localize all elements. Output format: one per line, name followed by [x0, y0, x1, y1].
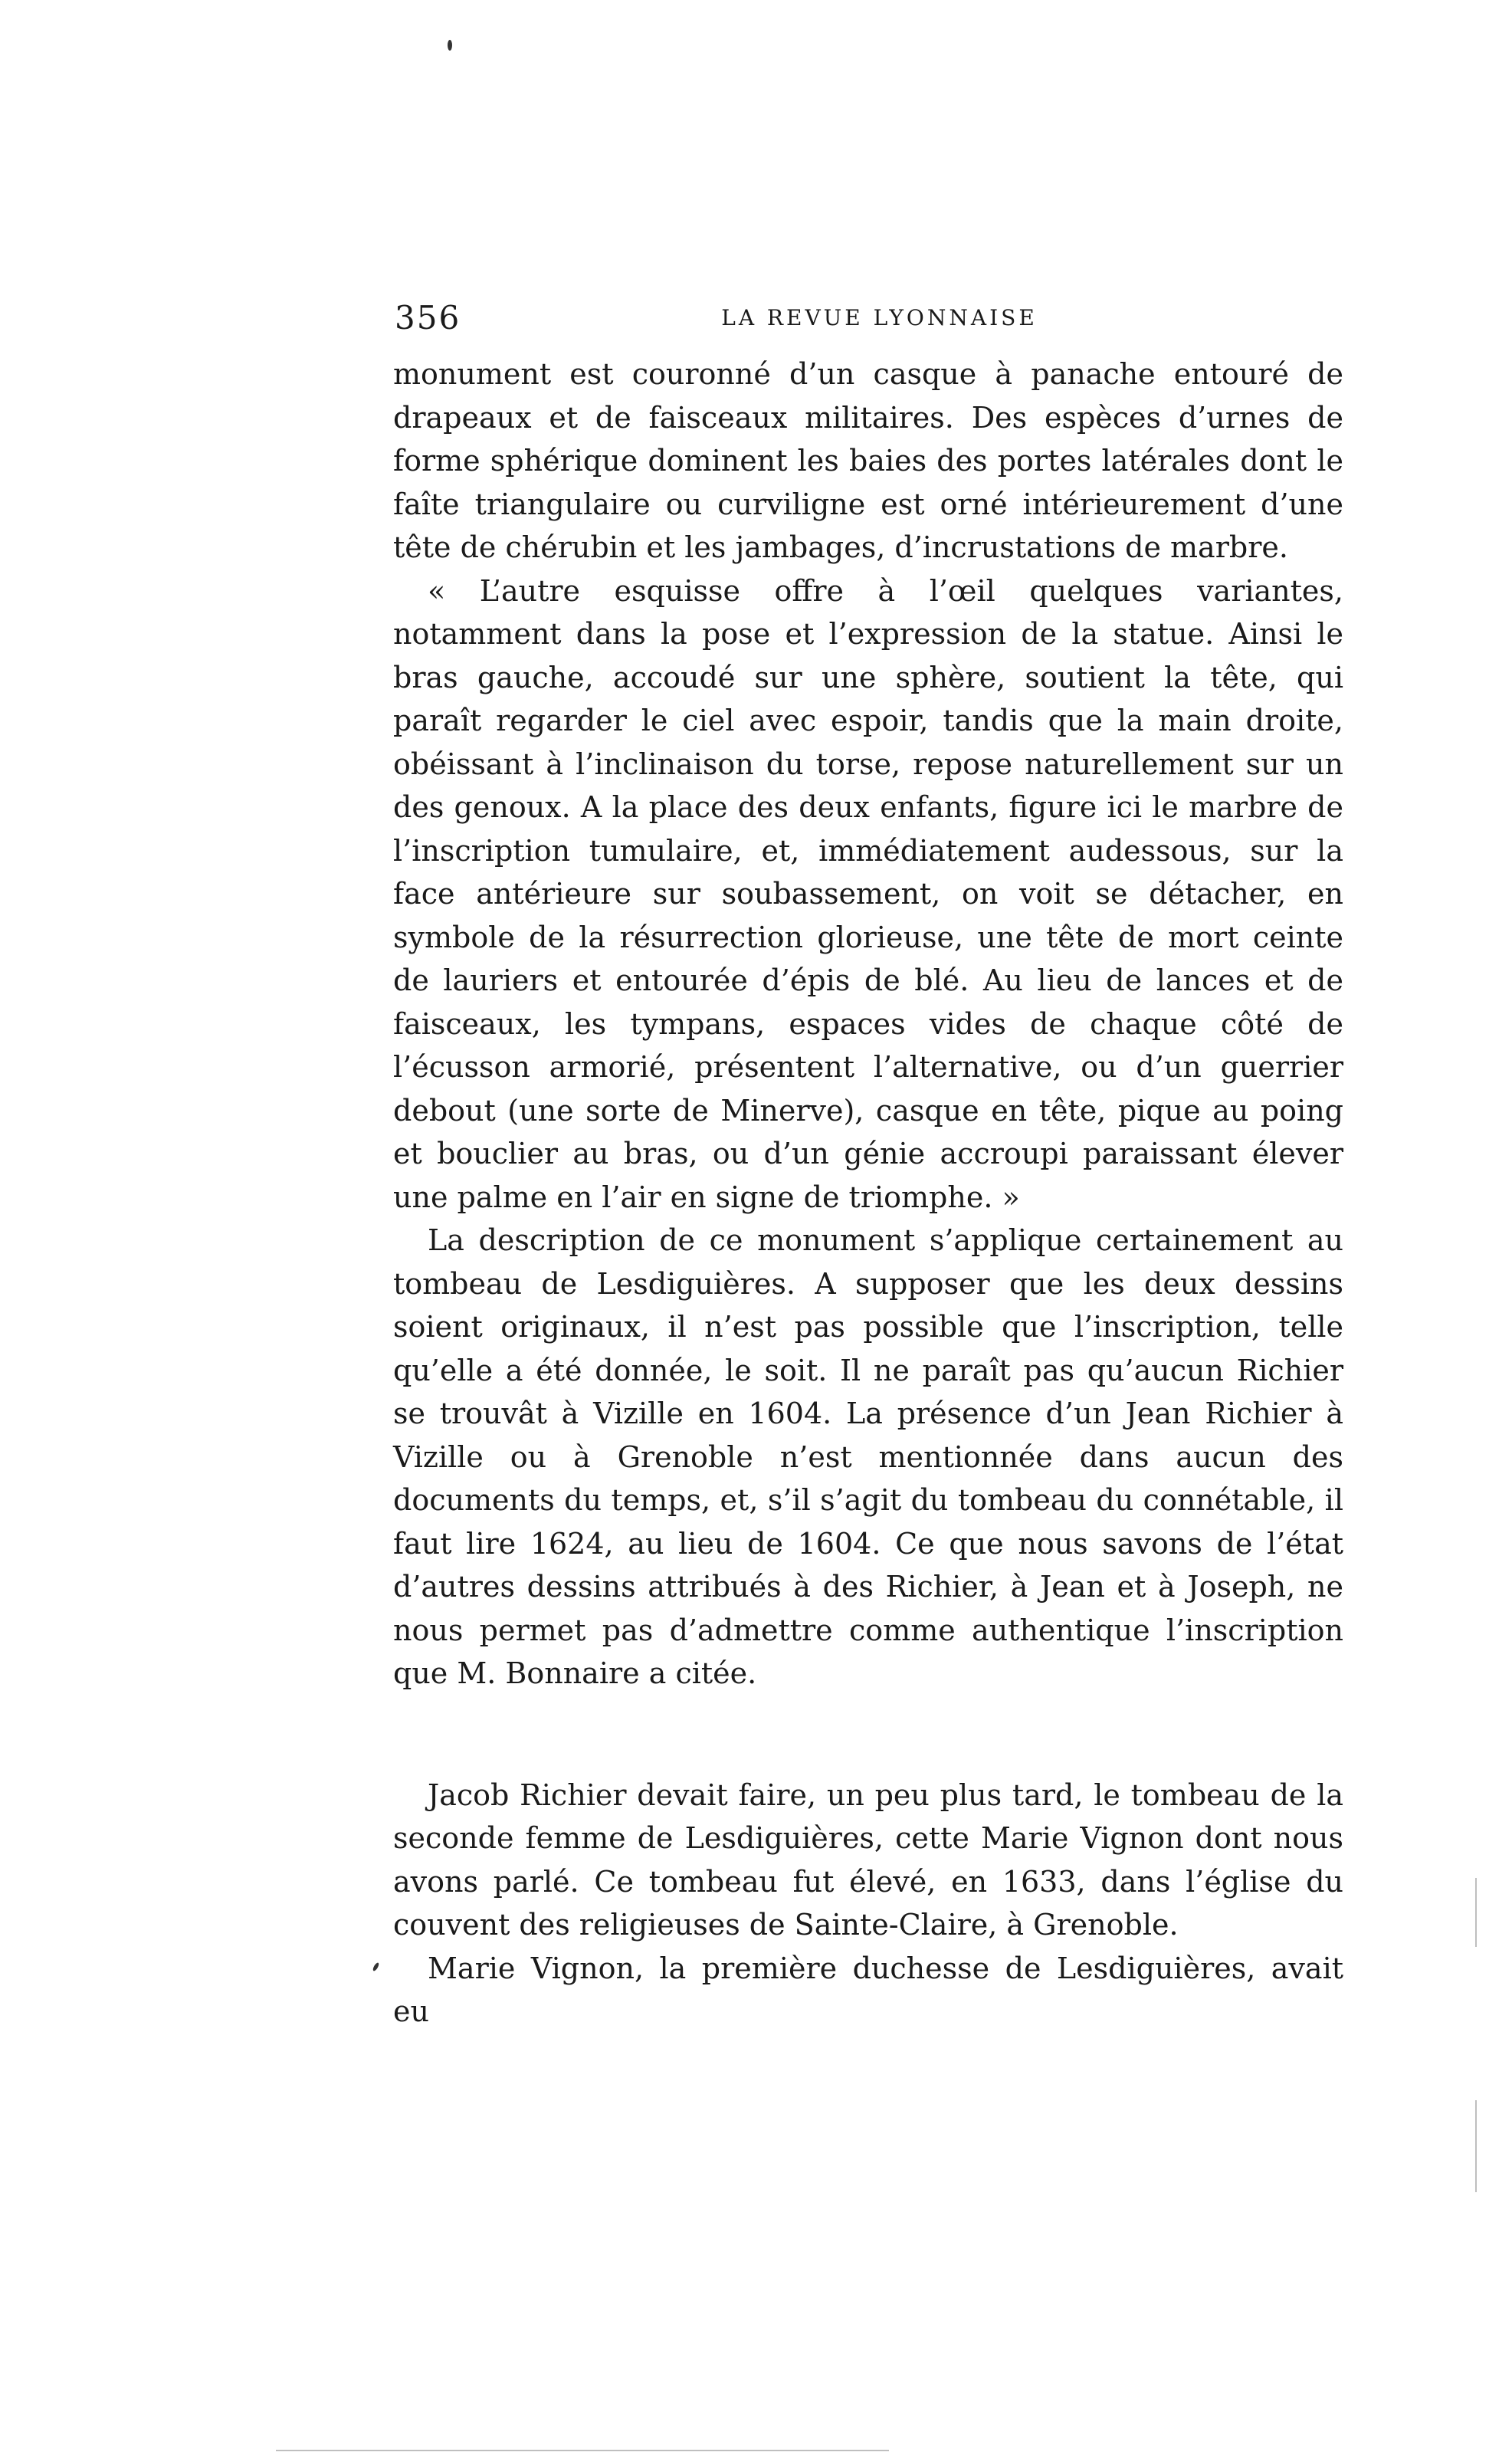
page-number: 356	[395, 299, 461, 336]
body-text	[393, 353, 1343, 2034]
paragraph: Marie Vignon, la première duchesse de Lesdiguières, avait eu	[393, 1951, 1343, 2028]
paragraph: Jacob Richier devait faire, un peu plus tard, le tombeau de la seconde femme de Lesdiguières, cette Marie Vignon dont nous avons parlé. Ce tombeau fut élevé, en 1633, dans l’église du couvent des religieuses de Sainte-Claire, à Grenoble.	[393, 1778, 1343, 1942]
ink-speck	[372, 1962, 379, 1972]
page-edge-mark	[1475, 1878, 1477, 1947]
ink-speck	[448, 40, 452, 51]
paragraph: « L’autre esquisse offre à l’œil quelques variantes, notamment dans la pose et l’expression de la statue. Ainsi le bras gauche, accoudé sur une sphère, soutient la tête, qui paraît regarder le ciel avec espoir, tandis que la main droite, obéissant à l’inclinaison du torse, repose naturellement sur un des genoux. A la place des deux enfants, figure ici le marbre de l’inscription tumulaire, et, immédiatement audessous, sur la face antérieure sur soubassement, on voit se détacher, en symbole de la résurrection glorieuse, une tête de mort ceinte de lauriers et entourée d’épis de blé. Au lieu de lances et de faisceaux, les tympans, espaces vides de chaque côté de l’écusson armorié, présentent l’alternative, ou d’un guerrier debout (une sorte de Minerve), casque en tête, pique au poing et bouclier au bras, ou d’un génie accroupi paraissant élever une palme en l’air en signe de triomphe. »	[393, 573, 1343, 1214]
page-edge-mark	[1475, 2100, 1477, 2192]
page-header	[383, 299, 1345, 345]
paragraph: monument est couronné d’un casque à panache entouré de drapeaux et de faisceaux militaires. Des espèces d’urnes de forme sphérique dominent les baies des portes latérales dont le faîte triangulaire ou curviligne est orné intérieurement d’une tête de chérubin et les jambages, d’incrustations de marbre.	[393, 357, 1343, 564]
page-edge-mark	[276, 2450, 889, 2451]
section-gap	[393, 1695, 1343, 1774]
running-title: LA REVUE LYONNAISE	[721, 305, 1038, 330]
paragraph: La description de ce monument s’applique certainement au tombeau de Lesdiguières. A supposer que les deux dessins soient originaux, il n’est pas possible que l’inscription, telle qu’elle a été donnée, le soit. Il ne paraît pas qu’aucun Richier se trouvât à Vizille en 1604. La présence d’un Jean Richier à Vizille ou à Grenoble n’est mentionnée dans aucun des documents du temps, et, s’il s’agit du tombeau du connétable, il faut lire 1624, au lieu de 1604. Ce que nous savons de l’état d’autres dessins attribués à des Richier, à Jean et à Joseph, ne nous permet pas d’admettre comme authentique l’inscription que M. Bonnaire a citée.	[393, 1223, 1343, 1690]
